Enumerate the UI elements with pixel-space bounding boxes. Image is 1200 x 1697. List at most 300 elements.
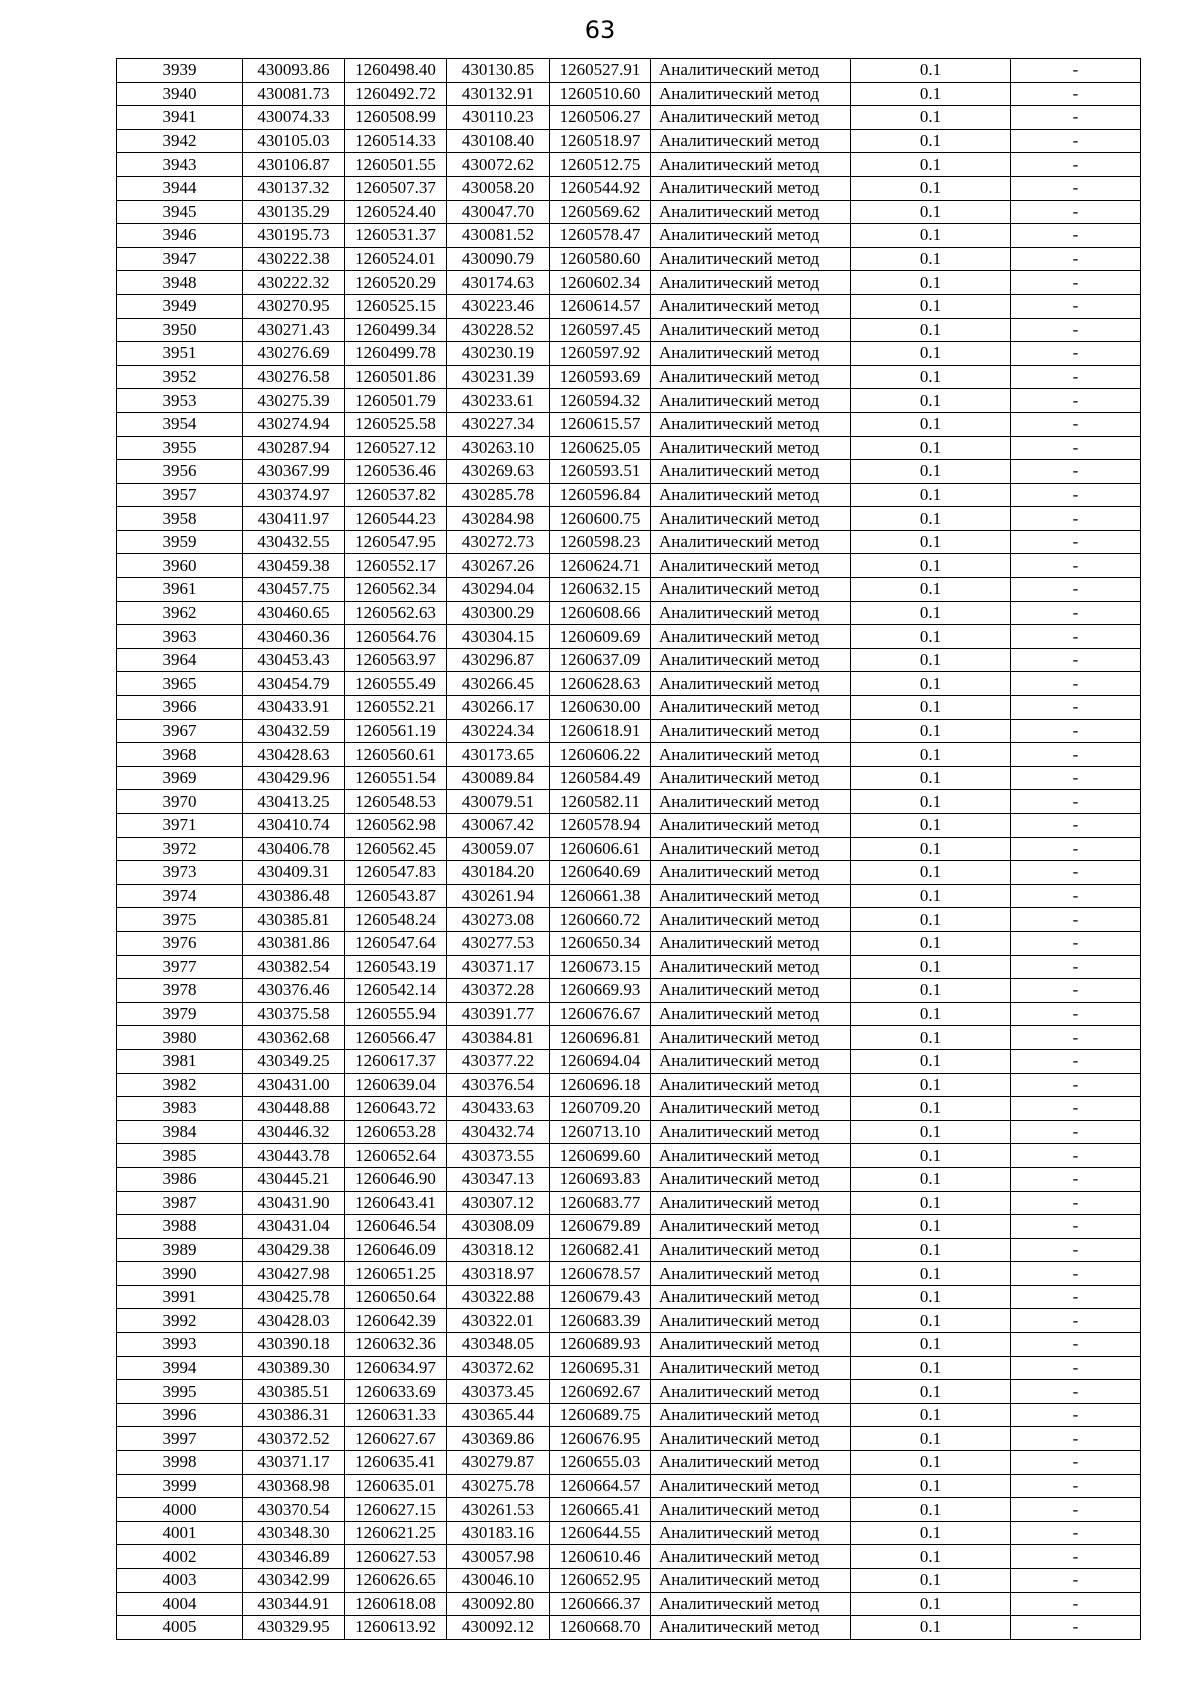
x2-cell: 430266.17	[447, 696, 550, 720]
accuracy-cell: 0.1	[851, 554, 1011, 578]
note-cell: -	[1011, 1592, 1141, 1616]
y1-cell: 1260643.72	[345, 1097, 447, 1121]
x1-cell: 430409.31	[243, 861, 345, 885]
table-row	[117, 200, 1141, 224]
x1-cell: 430222.32	[243, 271, 345, 295]
y2-cell: 1260665.41	[550, 1498, 651, 1522]
note-cell: -	[1011, 1451, 1141, 1475]
point-number-cell: 3960	[117, 554, 243, 578]
accuracy-cell: 0.1	[851, 530, 1011, 554]
table-row	[117, 766, 1141, 790]
accuracy-cell: 0.1	[851, 814, 1011, 838]
point-number-cell: 3976	[117, 931, 243, 955]
note-cell: -	[1011, 578, 1141, 602]
note-cell: -	[1011, 1616, 1141, 1640]
y1-cell: 1260618.08	[345, 1592, 447, 1616]
method-cell: Аналитический метод	[651, 1427, 851, 1451]
method-cell: Аналитический метод	[651, 908, 851, 932]
table-row	[117, 412, 1141, 436]
x2-cell: 430279.87	[447, 1451, 550, 1475]
y2-cell: 1260661.38	[550, 884, 651, 908]
accuracy-cell: 0.1	[851, 1451, 1011, 1475]
x1-cell: 430427.98	[243, 1262, 345, 1286]
x1-cell: 430386.48	[243, 884, 345, 908]
method-cell: Аналитический метод	[651, 578, 851, 602]
y1-cell: 1260498.40	[345, 59, 447, 83]
y1-cell: 1260552.17	[345, 554, 447, 578]
table-row	[117, 1592, 1141, 1616]
x2-cell: 430046.10	[447, 1569, 550, 1593]
method-cell: Аналитический метод	[651, 1309, 851, 1333]
y1-cell: 1260635.41	[345, 1451, 447, 1475]
note-cell: -	[1011, 979, 1141, 1003]
note-cell: -	[1011, 625, 1141, 649]
point-number-cell: 3950	[117, 318, 243, 342]
method-cell: Аналитический метод	[651, 153, 851, 177]
table-row	[117, 955, 1141, 979]
note-cell: -	[1011, 1380, 1141, 1404]
y1-cell: 1260653.28	[345, 1120, 447, 1144]
table-row	[117, 601, 1141, 625]
point-number-cell: 3949	[117, 294, 243, 318]
method-cell: Аналитический метод	[651, 814, 851, 838]
table-row	[117, 1285, 1141, 1309]
y2-cell: 1260689.75	[550, 1403, 651, 1427]
y1-cell: 1260562.45	[345, 837, 447, 861]
x2-cell: 430067.42	[447, 814, 550, 838]
table-row	[117, 1002, 1141, 1026]
accuracy-cell: 0.1	[851, 271, 1011, 295]
accuracy-cell: 0.1	[851, 884, 1011, 908]
x1-cell: 430137.32	[243, 176, 345, 200]
note-cell: -	[1011, 908, 1141, 932]
note-cell: -	[1011, 530, 1141, 554]
x2-cell: 430092.80	[447, 1592, 550, 1616]
method-cell: Аналитический метод	[651, 342, 851, 366]
y2-cell: 1260594.32	[550, 389, 651, 413]
x2-cell: 430184.20	[447, 861, 550, 885]
point-number-cell: 3989	[117, 1238, 243, 1262]
method-cell: Аналитический метод	[651, 1333, 851, 1357]
method-cell: Аналитический метод	[651, 766, 851, 790]
table-row	[117, 1474, 1141, 1498]
accuracy-cell: 0.1	[851, 1215, 1011, 1239]
method-cell: Аналитический метод	[651, 176, 851, 200]
x1-cell: 430275.39	[243, 389, 345, 413]
accuracy-cell: 0.1	[851, 1191, 1011, 1215]
y2-cell: 1260606.22	[550, 743, 651, 767]
accuracy-cell: 0.1	[851, 955, 1011, 979]
table-row	[117, 1356, 1141, 1380]
x1-cell: 430443.78	[243, 1144, 345, 1168]
y2-cell: 1260602.34	[550, 271, 651, 295]
accuracy-cell: 0.1	[851, 1474, 1011, 1498]
y2-cell: 1260610.46	[550, 1545, 651, 1569]
method-cell: Аналитический метод	[651, 436, 851, 460]
x2-cell: 430348.05	[447, 1333, 550, 1357]
point-number-cell: 3946	[117, 224, 243, 248]
y1-cell: 1260646.90	[345, 1167, 447, 1191]
note-cell: -	[1011, 1073, 1141, 1097]
x2-cell: 430183.16	[447, 1521, 550, 1545]
accuracy-cell: 0.1	[851, 1238, 1011, 1262]
y1-cell: 1260613.92	[345, 1616, 447, 1640]
method-cell: Аналитический метод	[651, 1592, 851, 1616]
x1-cell: 430270.95	[243, 294, 345, 318]
table-row	[117, 271, 1141, 295]
y2-cell: 1260506.27	[550, 106, 651, 130]
accuracy-cell: 0.1	[851, 979, 1011, 1003]
x1-cell: 430390.18	[243, 1333, 345, 1357]
x2-cell: 430304.15	[447, 625, 550, 649]
note-cell: -	[1011, 1238, 1141, 1262]
method-cell: Аналитический метод	[651, 1097, 851, 1121]
method-cell: Аналитический метод	[651, 837, 851, 861]
y1-cell: 1260627.67	[345, 1427, 447, 1451]
method-cell: Аналитический метод	[651, 1026, 851, 1050]
x2-cell: 430377.22	[447, 1049, 550, 1073]
table-row	[117, 837, 1141, 861]
point-number-cell: 4004	[117, 1592, 243, 1616]
point-number-cell: 3995	[117, 1380, 243, 1404]
y1-cell: 1260639.04	[345, 1073, 447, 1097]
method-cell: Аналитический метод	[651, 1616, 851, 1640]
y2-cell: 1260569.62	[550, 200, 651, 224]
note-cell: -	[1011, 59, 1141, 83]
note-cell: -	[1011, 1026, 1141, 1050]
accuracy-cell: 0.1	[851, 648, 1011, 672]
method-cell: Аналитический метод	[651, 1356, 851, 1380]
note-cell: -	[1011, 1191, 1141, 1215]
note-cell: -	[1011, 271, 1141, 295]
y2-cell: 1260597.45	[550, 318, 651, 342]
x2-cell: 430081.52	[447, 224, 550, 248]
accuracy-cell: 0.1	[851, 59, 1011, 83]
x2-cell: 430228.52	[447, 318, 550, 342]
y2-cell: 1260580.60	[550, 247, 651, 271]
table-row	[117, 672, 1141, 696]
x2-cell: 430233.61	[447, 389, 550, 413]
table-row	[117, 625, 1141, 649]
accuracy-cell: 0.1	[851, 1356, 1011, 1380]
table-row	[117, 460, 1141, 484]
accuracy-cell: 0.1	[851, 790, 1011, 814]
accuracy-cell: 0.1	[851, 837, 1011, 861]
note-cell: -	[1011, 931, 1141, 955]
accuracy-cell: 0.1	[851, 106, 1011, 130]
table-row	[117, 1427, 1141, 1451]
accuracy-cell: 0.1	[851, 766, 1011, 790]
x1-cell: 430425.78	[243, 1285, 345, 1309]
method-cell: Аналитический метод	[651, 1191, 851, 1215]
x2-cell: 430294.04	[447, 578, 550, 602]
y2-cell: 1260696.81	[550, 1026, 651, 1050]
accuracy-cell: 0.1	[851, 389, 1011, 413]
table-row	[117, 1616, 1141, 1640]
table-row	[117, 554, 1141, 578]
note-cell: -	[1011, 1403, 1141, 1427]
page-number: 63	[584, 16, 616, 44]
y2-cell: 1260683.77	[550, 1191, 651, 1215]
point-number-cell: 3973	[117, 861, 243, 885]
table-row	[117, 1026, 1141, 1050]
table-row	[117, 578, 1141, 602]
accuracy-cell: 0.1	[851, 1285, 1011, 1309]
x1-cell: 430460.65	[243, 601, 345, 625]
y1-cell: 1260531.37	[345, 224, 447, 248]
x1-cell: 430411.97	[243, 507, 345, 531]
y2-cell: 1260676.67	[550, 1002, 651, 1026]
table-row	[117, 294, 1141, 318]
note-cell: -	[1011, 1569, 1141, 1593]
y1-cell: 1260547.64	[345, 931, 447, 955]
y2-cell: 1260527.91	[550, 59, 651, 83]
note-cell: -	[1011, 1097, 1141, 1121]
table-row	[117, 1120, 1141, 1144]
method-cell: Аналитический метод	[651, 719, 851, 743]
y1-cell: 1260499.34	[345, 318, 447, 342]
method-cell: Аналитический метод	[651, 1167, 851, 1191]
x1-cell: 430348.30	[243, 1521, 345, 1545]
y1-cell: 1260566.47	[345, 1026, 447, 1050]
x1-cell: 430413.25	[243, 790, 345, 814]
y1-cell: 1260555.94	[345, 1002, 447, 1026]
y2-cell: 1260625.05	[550, 436, 651, 460]
accuracy-cell: 0.1	[851, 507, 1011, 531]
point-number-cell: 4001	[117, 1521, 243, 1545]
point-number-cell: 3957	[117, 483, 243, 507]
table-row	[117, 1380, 1141, 1404]
x1-cell: 430342.99	[243, 1569, 345, 1593]
table-row	[117, 1333, 1141, 1357]
point-number-cell: 3972	[117, 837, 243, 861]
y2-cell: 1260713.10	[550, 1120, 651, 1144]
x1-cell: 430433.91	[243, 696, 345, 720]
y1-cell: 1260507.37	[345, 176, 447, 200]
y1-cell: 1260652.64	[345, 1144, 447, 1168]
point-number-cell: 3977	[117, 955, 243, 979]
x1-cell: 430346.89	[243, 1545, 345, 1569]
y1-cell: 1260642.39	[345, 1309, 447, 1333]
x1-cell: 430386.31	[243, 1403, 345, 1427]
point-number-cell: 3968	[117, 743, 243, 767]
x1-cell: 430431.04	[243, 1215, 345, 1239]
y1-cell: 1260543.87	[345, 884, 447, 908]
point-number-cell: 3987	[117, 1191, 243, 1215]
accuracy-cell: 0.1	[851, 1120, 1011, 1144]
y2-cell: 1260600.75	[550, 507, 651, 531]
x2-cell: 430369.86	[447, 1427, 550, 1451]
note-cell: -	[1011, 1498, 1141, 1522]
x1-cell: 430367.99	[243, 460, 345, 484]
table-row	[117, 814, 1141, 838]
table-row	[117, 1521, 1141, 1545]
point-number-cell: 4000	[117, 1498, 243, 1522]
method-cell: Аналитический метод	[651, 1073, 851, 1097]
table-row	[117, 648, 1141, 672]
point-number-cell: 3994	[117, 1356, 243, 1380]
note-cell: -	[1011, 1333, 1141, 1357]
point-number-cell: 3988	[117, 1215, 243, 1239]
x2-cell: 430277.53	[447, 931, 550, 955]
x1-cell: 430371.17	[243, 1451, 345, 1475]
x2-cell: 430130.85	[447, 59, 550, 83]
x1-cell: 430410.74	[243, 814, 345, 838]
table-row	[117, 743, 1141, 767]
x1-cell: 430195.73	[243, 224, 345, 248]
x2-cell: 430373.55	[447, 1144, 550, 1168]
y2-cell: 1260683.39	[550, 1309, 651, 1333]
y2-cell: 1260695.31	[550, 1356, 651, 1380]
x1-cell: 430375.58	[243, 1002, 345, 1026]
y2-cell: 1260624.71	[550, 554, 651, 578]
point-number-cell: 3965	[117, 672, 243, 696]
accuracy-cell: 0.1	[851, 1592, 1011, 1616]
accuracy-cell: 0.1	[851, 82, 1011, 106]
y1-cell: 1260562.63	[345, 601, 447, 625]
y2-cell: 1260709.20	[550, 1097, 651, 1121]
y1-cell: 1260555.49	[345, 672, 447, 696]
point-number-cell: 3947	[117, 247, 243, 271]
note-cell: -	[1011, 247, 1141, 271]
accuracy-cell: 0.1	[851, 412, 1011, 436]
x1-cell: 430362.68	[243, 1026, 345, 1050]
x2-cell: 430322.01	[447, 1309, 550, 1333]
x1-cell: 430271.43	[243, 318, 345, 342]
y2-cell: 1260666.37	[550, 1592, 651, 1616]
y2-cell: 1260669.93	[550, 979, 651, 1003]
table-row	[117, 908, 1141, 932]
note-cell: -	[1011, 955, 1141, 979]
y2-cell: 1260598.23	[550, 530, 651, 554]
note-cell: -	[1011, 1545, 1141, 1569]
y2-cell: 1260676.95	[550, 1427, 651, 1451]
point-number-cell: 3971	[117, 814, 243, 838]
method-cell: Аналитический метод	[651, 483, 851, 507]
note-cell: -	[1011, 436, 1141, 460]
accuracy-cell: 0.1	[851, 578, 1011, 602]
x2-cell: 430231.39	[447, 365, 550, 389]
note-cell: -	[1011, 129, 1141, 153]
accuracy-cell: 0.1	[851, 601, 1011, 625]
note-cell: -	[1011, 176, 1141, 200]
accuracy-cell: 0.1	[851, 365, 1011, 389]
point-number-cell: 3958	[117, 507, 243, 531]
x1-cell: 430459.38	[243, 554, 345, 578]
table-row	[117, 1451, 1141, 1475]
x1-cell: 430431.90	[243, 1191, 345, 1215]
x2-cell: 430072.62	[447, 153, 550, 177]
y2-cell: 1260678.57	[550, 1262, 651, 1286]
y1-cell: 1260547.95	[345, 530, 447, 554]
x1-cell: 430460.36	[243, 625, 345, 649]
note-cell: -	[1011, 790, 1141, 814]
accuracy-cell: 0.1	[851, 1333, 1011, 1357]
point-number-cell: 3961	[117, 578, 243, 602]
point-number-cell: 3980	[117, 1026, 243, 1050]
accuracy-cell: 0.1	[851, 1026, 1011, 1050]
y1-cell: 1260627.15	[345, 1498, 447, 1522]
x2-cell: 430365.44	[447, 1403, 550, 1427]
point-number-cell: 3998	[117, 1451, 243, 1475]
y1-cell: 1260501.79	[345, 389, 447, 413]
method-cell: Аналитический метод	[651, 979, 851, 1003]
y1-cell: 1260631.33	[345, 1403, 447, 1427]
accuracy-cell: 0.1	[851, 153, 1011, 177]
accuracy-cell: 0.1	[851, 294, 1011, 318]
y1-cell: 1260499.78	[345, 342, 447, 366]
x1-cell: 430448.88	[243, 1097, 345, 1121]
y2-cell: 1260637.09	[550, 648, 651, 672]
accuracy-cell: 0.1	[851, 1521, 1011, 1545]
table-row	[117, 1309, 1141, 1333]
note-cell: -	[1011, 200, 1141, 224]
y1-cell: 1260561.19	[345, 719, 447, 743]
x2-cell: 430373.45	[447, 1380, 550, 1404]
x2-cell: 430318.97	[447, 1262, 550, 1286]
x2-cell: 430372.62	[447, 1356, 550, 1380]
accuracy-cell: 0.1	[851, 483, 1011, 507]
note-cell: -	[1011, 365, 1141, 389]
accuracy-cell: 0.1	[851, 1167, 1011, 1191]
x1-cell: 430344.91	[243, 1592, 345, 1616]
accuracy-cell: 0.1	[851, 247, 1011, 271]
y1-cell: 1260525.58	[345, 412, 447, 436]
y2-cell: 1260578.47	[550, 224, 651, 248]
x1-cell: 430445.21	[243, 1167, 345, 1191]
accuracy-cell: 0.1	[851, 1403, 1011, 1427]
x2-cell: 430285.78	[447, 483, 550, 507]
table-row	[117, 1545, 1141, 1569]
note-cell: -	[1011, 696, 1141, 720]
point-number-cell: 3992	[117, 1309, 243, 1333]
y2-cell: 1260512.75	[550, 153, 651, 177]
x1-cell: 430370.54	[243, 1498, 345, 1522]
y2-cell: 1260578.94	[550, 814, 651, 838]
point-number-cell: 3945	[117, 200, 243, 224]
method-cell: Аналитический метод	[651, 1215, 851, 1239]
x1-cell: 430105.03	[243, 129, 345, 153]
note-cell: -	[1011, 318, 1141, 342]
x1-cell: 430376.46	[243, 979, 345, 1003]
x2-cell: 430173.65	[447, 743, 550, 767]
point-number-cell: 3985	[117, 1144, 243, 1168]
x2-cell: 430308.09	[447, 1215, 550, 1239]
x2-cell: 430432.74	[447, 1120, 550, 1144]
table-row	[117, 1262, 1141, 1286]
y1-cell: 1260536.46	[345, 460, 447, 484]
x1-cell: 430329.95	[243, 1616, 345, 1640]
table-row	[117, 1049, 1141, 1073]
x2-cell: 430092.12	[447, 1616, 550, 1640]
y1-cell: 1260551.54	[345, 766, 447, 790]
method-cell: Аналитический метод	[651, 106, 851, 130]
y2-cell: 1260640.69	[550, 861, 651, 885]
y2-cell: 1260518.97	[550, 129, 651, 153]
point-number-cell: 3952	[117, 365, 243, 389]
table-row	[117, 176, 1141, 200]
x2-cell: 430224.34	[447, 719, 550, 743]
method-cell: Аналитический метод	[651, 648, 851, 672]
x1-cell: 430385.81	[243, 908, 345, 932]
method-cell: Аналитический метод	[651, 460, 851, 484]
point-number-cell: 3966	[117, 696, 243, 720]
method-cell: Аналитический метод	[651, 247, 851, 271]
point-number-cell: 3956	[117, 460, 243, 484]
point-number-cell: 3953	[117, 389, 243, 413]
method-cell: Аналитический метод	[651, 1498, 851, 1522]
accuracy-cell: 0.1	[851, 1545, 1011, 1569]
